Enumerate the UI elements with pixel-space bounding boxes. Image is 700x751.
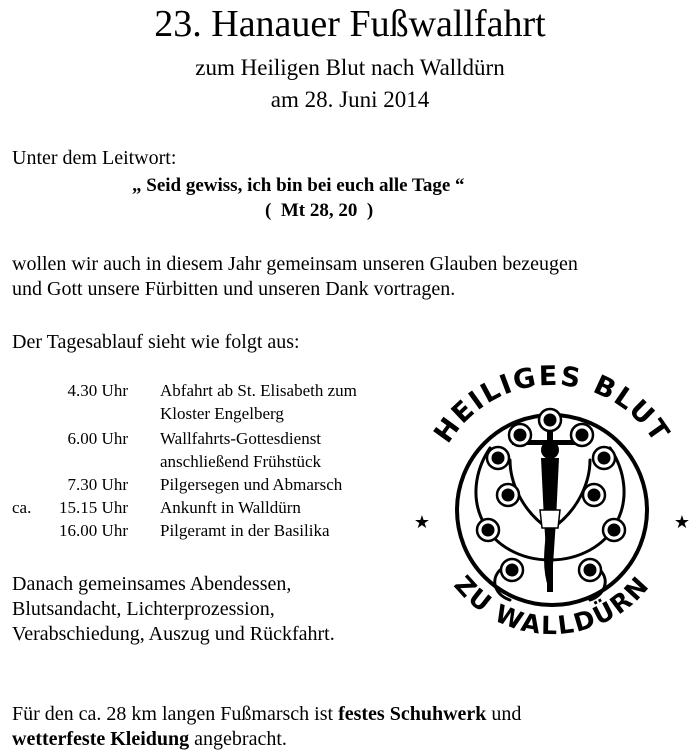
schedule-activity: Abfahrt ab St. Elisabeth zum xyxy=(160,381,357,400)
schedule-activity: anschließend Frühstück xyxy=(160,452,321,471)
schedule-activity: Pilgersegen und Abmarsch xyxy=(160,475,343,494)
emblem-svg xyxy=(400,330,700,650)
evening-line-3: Verabschiedung, Auszug und Rückfahrt. xyxy=(12,623,335,645)
schedule-time: 16.00 Uhr xyxy=(59,521,128,540)
schedule-time: 6.00 Uhr xyxy=(67,429,128,448)
star-icon: ★ xyxy=(673,512,691,533)
schedule-heading: Der Tagesablauf sieht wie folgt aus: xyxy=(12,331,300,353)
evening-line-1: Danach gemeinsames Abendessen, xyxy=(12,573,292,595)
star-icon: ★ xyxy=(413,512,431,533)
motto-quote: „ Seid gewiss, ich bin bei euch alle Tage “ xyxy=(132,175,465,196)
page-title: 23. Hanauer Fußwallfahrt xyxy=(154,3,546,45)
motto-reference: ( Mt 28, 20 ) xyxy=(265,200,374,221)
intro-line-2: und Gott unsere Fürbitten und unseren Dank vortragen. xyxy=(12,278,456,300)
schedule-time: 4.30 Uhr xyxy=(67,381,128,400)
schedule-time: 15.15 Uhr xyxy=(59,498,128,517)
schedule-activity: Wallfahrts-Gottesdienst xyxy=(160,429,322,448)
emblem-top-text: HEILIGES BLUT xyxy=(428,360,676,449)
page-subtitle: zum Heiligen Blut nach Walldürn xyxy=(195,55,505,80)
schedule-activity: Kloster Engelberg xyxy=(160,404,284,423)
footer-emphasis: festes Schuhwerk xyxy=(338,703,487,725)
footer-text: und xyxy=(486,703,522,725)
schedule-prefix: ca. xyxy=(12,498,32,517)
emblem-bottom-text: ZU WALLDÜRN xyxy=(448,569,656,641)
motto-intro: Unter dem Leitwort: xyxy=(12,147,177,169)
schedule-activity: Pilgeramt in der Basilika xyxy=(160,521,330,540)
heiliges-blut-emblem-icon xyxy=(400,330,700,650)
footer-text: angebracht. xyxy=(189,728,287,750)
evening-line-2: Blutsandacht, Lichterprozession, xyxy=(12,598,275,620)
intro-line-1: wollen wir auch in diesem Jahr gemeinsam unseren Glauben bezeugen xyxy=(12,253,578,275)
footer-line-2 xyxy=(12,727,287,751)
footer-line-1 xyxy=(12,702,521,726)
event-date: am 28. Juni 2014 xyxy=(270,87,430,112)
schedule-time: 7.30 Uhr xyxy=(67,475,128,494)
schedule-activity: Ankunft in Walldürn xyxy=(160,498,301,517)
footer-text: Für den ca. 28 km langen Fußmarsch ist xyxy=(12,703,339,725)
footer-emphasis: wetterfeste Kleidung xyxy=(12,728,190,750)
